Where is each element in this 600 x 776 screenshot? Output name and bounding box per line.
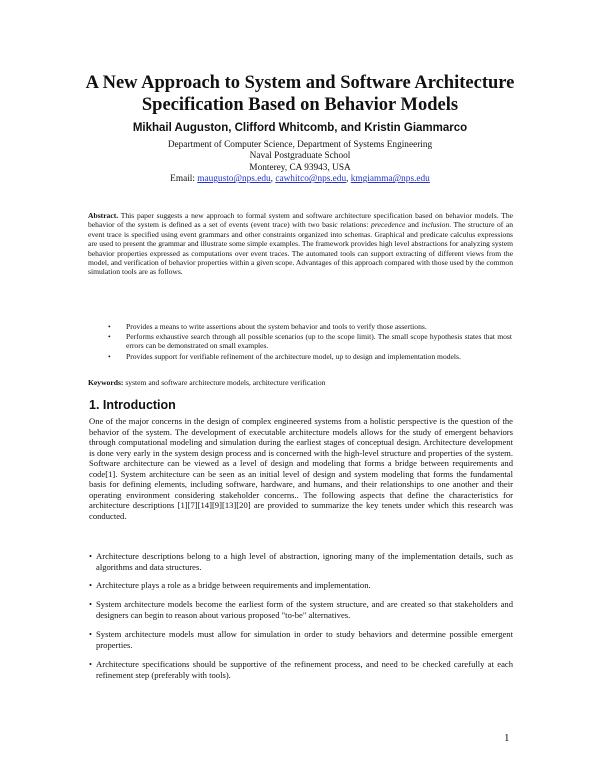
page-number: 1 — [504, 732, 510, 744]
abstract-term-precedence: precedence — [371, 220, 406, 230]
abstract-text-b: . The structure of an event trace is specified using event grammars and other constraints organized into schemas. Graphical and predicate calculus expressions are used to present the grammar and illustrate some simple examples. The framework provides high level abstractions for analyzing system behavior properties expressed as computations over event traces. The automated tools can support extracting of different views from the model, and verification of behavior properties within a given scope. Advantages of this approach compared with those used by the common simulation tools are as follows. — [88, 220, 514, 277]
intro-bullet-text: Architecture descriptions belong to a high level of abstraction, ignoring many of the implementation details, such as algorithms and data structures. — [96, 551, 513, 572]
email-link-1[interactable]: maugusto@nps.edu — [197, 174, 271, 185]
bullet-icon: • — [89, 659, 93, 669]
bullet-icon: • — [108, 352, 111, 361]
bullet-icon: • — [89, 629, 93, 639]
email-link-2[interactable]: cawhitco@nps.edu — [275, 174, 347, 185]
abstract-and: and — [407, 220, 419, 230]
affiliation-line-3: Monterey, CA 93943, USA — [249, 162, 351, 173]
keywords-line — [88, 378, 513, 387]
bullet-icon: • — [89, 599, 93, 609]
paper-title — [40, 72, 560, 116]
affiliation-line-2: Naval Postgraduate School — [249, 151, 351, 162]
bullet-icon: • — [108, 332, 111, 341]
email-label: Email: — [170, 174, 195, 185]
abstract-bullet-text: Provides support for verifiable refinement of the architecture model, up to design and implementation models. — [126, 352, 461, 361]
bullet-icon: • — [89, 551, 93, 561]
intro-bullet-text: Architecture specifications should be supportive of the refinement process, and need to be checked carefully at each refinement step (preferably with tools). — [96, 659, 513, 680]
abstract-label: Abstract. — [88, 211, 119, 220]
author-list: Mikhail Auguston, Clifford Whitcomb, and Kristin Giammarco — [132, 122, 468, 134]
section-heading: 1. Introduction — [89, 398, 176, 412]
email-link-3[interactable]: kmgiamma@nps.edu — [350, 174, 430, 185]
email-line — [40, 174, 560, 185]
intro-bullet-text: Architecture plays a role as a bridge between requirements and implementation. — [96, 580, 371, 590]
email-separator: , — [270, 174, 273, 185]
abstract-text-a: This paper suggests a new approach to formal system and software architecture specification based on behavior models. The behavior of the system is defined as a set of events (event trace) with two basic relations: — [88, 211, 513, 230]
bullet-icon: • — [108, 322, 111, 331]
bullet-icon: • — [89, 580, 93, 590]
abstract-term-inclusion: inclusion — [421, 220, 450, 230]
intro-bullet-text: System architecture models become the earliest form of the system structure, and are created so that stakeholders and designers can begin to reason about various proposed "to-be" alternatives. — [96, 599, 513, 620]
keywords-label: Keywords: — [88, 378, 124, 387]
abstract-bullet-text: Performs exhaustive search through all possible scenarios (up to the scope limit). The small scope hypothesis states that most errors can be demonstrated on small examples. — [126, 332, 512, 351]
affiliation-block — [40, 140, 560, 186]
keywords-text: system and software architecture models, architecture verification — [125, 378, 326, 387]
intro-bullet-text: System architecture models must allow for simulation in order to study behaviors and determine possible emergent properties. — [96, 629, 513, 650]
title-line-2: Specification Based on Behavior Models — [141, 95, 459, 115]
title-line-1: A New Approach to System and Software Architecture — [85, 73, 515, 93]
abstract-bullet-text: Provides a means to write assertions about the system behavior and tools to verify those assertions. — [126, 322, 427, 331]
abstract-paragraph — [88, 211, 513, 277]
affiliation-line-1: Department of Computer Science, Department of Systems Engineering — [167, 140, 433, 150]
email-separator: , — [346, 174, 349, 185]
intro-paragraph: One of the major concerns in the design of complex engineered systems from a holistic perspective is the question of the behavior of the system. The development of executable architecture models allows for the study of emergent behaviors through computational modeling and simulation during the earliest stages of conceptual design. Architecture development is done very early in the system design process and is concerned with the high-level structure and properties of the system. Software architecture can be viewed as a level of design and modeling that forms a bridge between requirements and code[1]. System architecture can be seen as an initial level of design and system modeling that forms the fundamental basis for defining elements, including software, hardware, and humans, and their relationships to one another and their operating environment considering stakeholder concerns.. The following aspects that define the characteristics for architecture descriptions [1][7][14][9][13][20] are provided to summarize the key tenets under which this research was conducted. — [89, 416, 513, 521]
